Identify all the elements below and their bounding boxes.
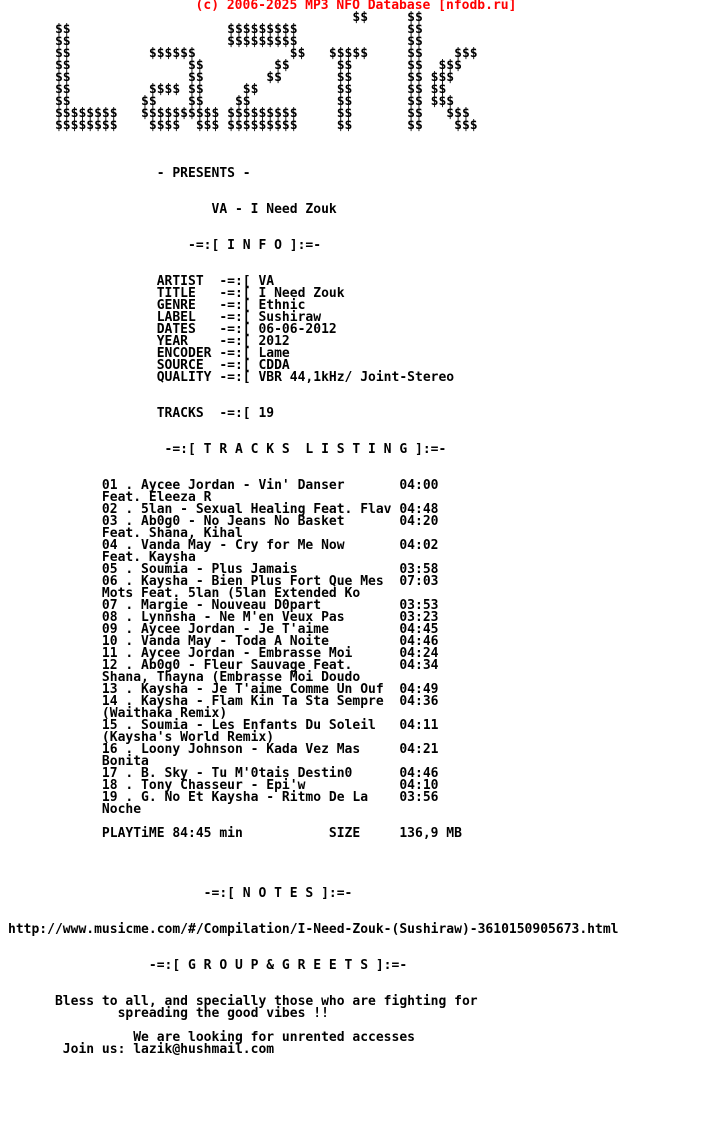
nfo-line: 13 . Kaysha - Je T'aime Comme Un Ouf 04:49 bbox=[8, 682, 439, 697]
nfo-line: ARTIST -=:[ VA bbox=[8, 274, 275, 289]
nfo-line: -=:[ I N F O ]:=- bbox=[8, 238, 322, 253]
nfo-line: $$$$$$$$ $$$$$$$$$$ $$$$$$$$$ $$ $$ $$$ bbox=[8, 106, 470, 121]
nfo-line: $$ $$$$$$$$$ $$ bbox=[8, 22, 423, 37]
nfo-line: Mots Feat. 5lan (5lan Extended Ko bbox=[8, 586, 361, 601]
nfo-line: 04 . Vanda May - Cry for Me Now 04:02 bbox=[8, 538, 439, 553]
nfo-line: DATES -=:[ 06-06-2012 bbox=[8, 322, 337, 337]
nfo-line: 19 . G. No Et Kaysha - Ritmo De La 03:56 bbox=[8, 790, 439, 805]
nfo-line bbox=[8, 216, 618, 228]
nfo-line: 07 . Margie - Nouveau D0part 03:53 bbox=[8, 598, 439, 613]
nfo-line: -=:[ N O T E S ]:=- bbox=[8, 886, 353, 901]
nfo-line: $$ $$ $$ $$ $$ $$ $$$ bbox=[8, 94, 455, 109]
nfo-line bbox=[8, 936, 618, 948]
nfo-line: $$ $$ bbox=[8, 10, 423, 25]
nfo-line: -=:[ G R O U P & G R E E T S ]:=- bbox=[8, 958, 408, 973]
nfo-line: 12 . Ab0g0 - Fleur Sauvage Feat. 04:34 bbox=[8, 658, 439, 673]
nfo-line: 17 . B. Sky - Tu M'0tais Destin0 04:46 bbox=[8, 766, 439, 781]
nfo-line: QUALITY -=:[ VBR 44,1kHz/ Joint-Stereo bbox=[8, 370, 455, 385]
nfo-line: We are looking for unrented accesses bbox=[8, 1030, 415, 1045]
nfo-line: Noche bbox=[8, 802, 142, 817]
nfo-line: 08 . Lynnsha - Ne M'en Veux Pas 03:23 bbox=[8, 610, 439, 625]
nfo-line: 06 . Kaysha - Bien Plus Fort Que Mes 07:03 bbox=[8, 574, 439, 589]
nfo-line bbox=[8, 852, 618, 864]
nfo-line: LABEL -=:[ Sushiraw bbox=[8, 310, 322, 325]
nfo-line: (Waithaka Remix) bbox=[8, 706, 228, 721]
nfo-line: PLAYTiME 84:45 min SIZE 136,9 MB bbox=[8, 826, 462, 841]
nfo-line bbox=[8, 840, 618, 852]
nfo-line bbox=[8, 132, 618, 144]
nfo-line: 01 . Aycee Jordan - Vin' Danser 04:00 bbox=[8, 478, 439, 493]
nfo-line: ENCODER -=:[ Lame bbox=[8, 346, 290, 361]
nfo-line bbox=[8, 972, 618, 984]
nfo-text bbox=[8, 0, 618, 1056]
nfo-line bbox=[8, 900, 618, 912]
nfo-line: YEAR -=:[ 2012 bbox=[8, 334, 290, 349]
nfo-line: Join us: lazik@hushmail.com bbox=[8, 1042, 275, 1057]
nfo-line: 15 . Soumia - Les Enfants Du Soleil 04:11 bbox=[8, 718, 439, 733]
nfo-line: $$$$$$$$ $$$$ $$$ $$$$$$$$$ $$ $$ $$$ bbox=[8, 118, 478, 133]
nfo-line: Bonita bbox=[8, 754, 149, 769]
nfo-line: Feat. Kaysha bbox=[8, 550, 196, 565]
nfo-line: Shana, Thayna (Embrasse Moi Doudo bbox=[8, 670, 361, 685]
nfo-line: TRACKS -=:[ 19 bbox=[8, 406, 275, 421]
nfo-line: 11 . Aycee Jordan - Embrasse Moi 04:24 bbox=[8, 646, 439, 661]
nfo-line: TITLE -=:[ I Need Zouk bbox=[8, 286, 345, 301]
nfo-line: -=:[ T R A C K S L I S T I N G ]:=- bbox=[8, 442, 447, 457]
nfo-line: 02 . 5lan - Sexual Healing Feat. Flav 04:48 bbox=[8, 502, 439, 517]
nfo-line: 09 . Aycee Jordan - Je T'aime 04:45 bbox=[8, 622, 439, 637]
nfo-line: spreading the good vibes !! bbox=[8, 1006, 329, 1021]
nfo-line: GENRE -=:[ Ethnic bbox=[8, 298, 306, 313]
nfo-line: Bless to all, and specially those who are fighting for bbox=[8, 994, 478, 1009]
nfo-line: 14 . Kaysha - Flam Kin Ta Sta Sempre 04:36 bbox=[8, 694, 439, 709]
nfo-line bbox=[8, 180, 618, 192]
nfo-line: $$ $$$$ $$ $$ $$ $$ $$ bbox=[8, 82, 447, 97]
nfo-line: (Kaysha's World Remix) bbox=[8, 730, 275, 745]
nfo-line: VA - I Need Zouk bbox=[8, 202, 337, 217]
nfo-line bbox=[8, 144, 618, 156]
nfo-line bbox=[8, 384, 618, 396]
nfo-line bbox=[8, 252, 618, 264]
nfo-line: 18 . Tony Chasseur - Epi'w 04:10 bbox=[8, 778, 439, 793]
nfo-line: Feat. Eleeza R bbox=[8, 490, 212, 505]
nfo-line: - PRESENTS - bbox=[8, 166, 251, 181]
nfo-line: $$ $$$$$$ $$ $$$$$ $$ $$$ bbox=[8, 46, 478, 61]
nfo-line: http://www.musicme.com/#/Compilation/I-Need-Zouk-(Sushiraw)-3610150905673.html bbox=[8, 922, 619, 937]
nfo-line: 03 . Ab0g0 - No Jeans No Basket 04:20 bbox=[8, 514, 439, 529]
nfo-line: SOURCE -=:[ CDDA bbox=[8, 358, 290, 373]
nfo-line: 10 . Vanda May - Toda A Noite 04:46 bbox=[8, 634, 439, 649]
nfo-line: $$ $$$$$$$$$ $$ bbox=[8, 34, 423, 49]
nfo-line: Feat. Shana, Kihal bbox=[8, 526, 243, 541]
nfo-line: 16 . Loony Johnson - Kada Vez Mas 04:21 bbox=[8, 742, 439, 757]
copyright-header: (c) 2006-2025 MP3 NFO Database [nfodb.ru] bbox=[195, 0, 517, 13]
nfo-line bbox=[8, 420, 618, 432]
nfo-line: $$ $$ $$ $$ $$ $$$ bbox=[8, 70, 455, 85]
nfo-line: $$ $$ $$ $$ $$ $$$ bbox=[8, 58, 462, 73]
nfo-line bbox=[8, 456, 618, 468]
nfo-line: 05 . Soumia - Plus Jamais 03:58 bbox=[8, 562, 439, 577]
nfo-line bbox=[8, 864, 618, 876]
